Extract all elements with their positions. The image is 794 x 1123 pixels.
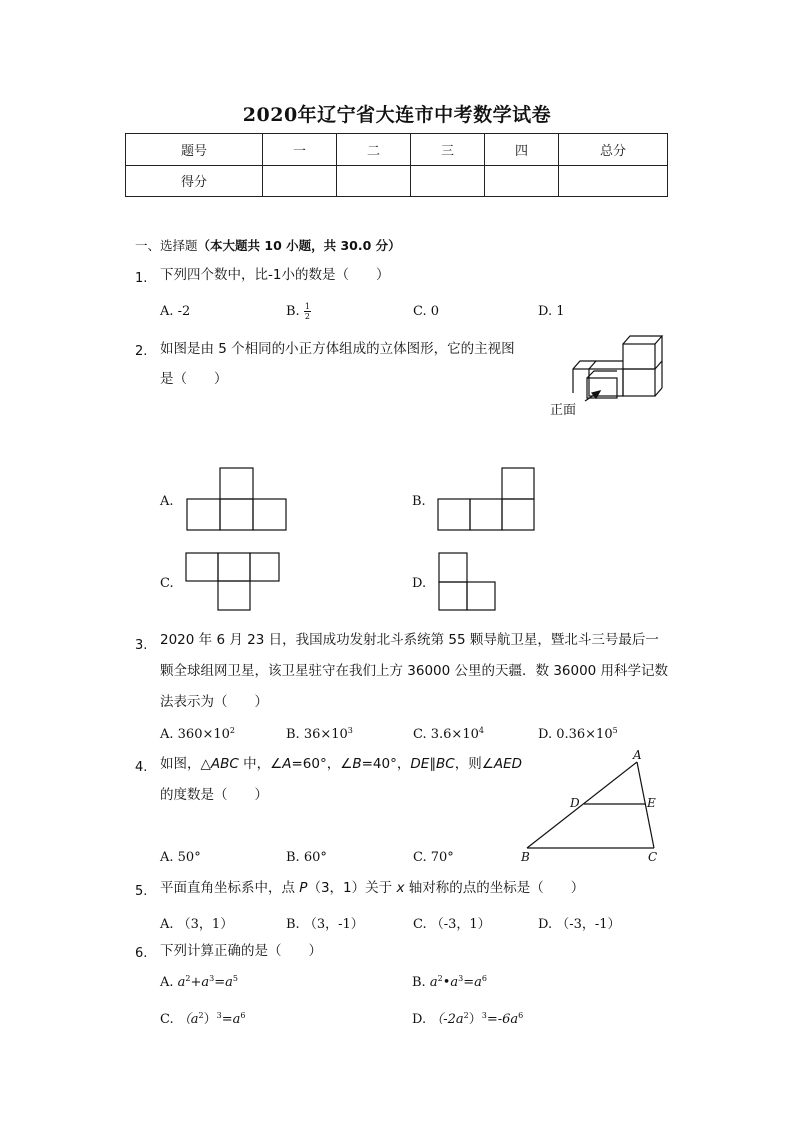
option-a: A. （3，1） — [160, 917, 234, 932]
option-d — [412, 1008, 523, 1027]
text-part: ，则∠ — [454, 756, 494, 772]
math-bc: BC — [436, 756, 455, 772]
option-a — [160, 975, 238, 990]
expr-exponent: 6 — [240, 1011, 246, 1020]
text-part: 中，∠ — [238, 756, 283, 772]
option-d: D. （-3，-1） — [538, 917, 621, 932]
expr-part: ） — [203, 1012, 217, 1027]
option-c: C. — [160, 576, 174, 591]
expr-exponent: 3 — [216, 1011, 222, 1020]
option-c: C. 0 — [413, 304, 440, 319]
question-text: 下列四个数中，比-1小的数是（ ） — [160, 267, 390, 283]
expr-exponent: 6 — [481, 974, 487, 983]
score-header-cell: 题号 — [126, 134, 263, 166]
option-c — [160, 1008, 245, 1027]
option-a-base: A. 360×10 — [160, 727, 230, 742]
vertex-c-label: C — [648, 850, 658, 864]
front-label: 正面 — [550, 403, 577, 418]
question-text-line2: 是（ ） — [160, 371, 228, 387]
fraction-numerator: 1 — [304, 302, 310, 311]
question-number: 1. — [135, 271, 148, 286]
question-text-line1: 2020 年 6 月 23 日，我国成功发射北斗系统第 55 颗导航卫星，暨北斗三号最后一 — [160, 632, 659, 648]
score-header-cell: 二 — [337, 134, 411, 166]
option-a-exponent: 2 — [229, 726, 235, 735]
question-number: 2. — [135, 344, 148, 359]
math-abc: ABC — [210, 756, 239, 772]
question-number: 3. — [135, 638, 148, 653]
math-x: x — [396, 880, 405, 896]
math-b: B — [352, 756, 362, 772]
option-c: C. 70° — [413, 850, 454, 865]
option-prefix: A. — [160, 975, 178, 990]
vertex-e-label: E — [647, 796, 656, 810]
vertex-b-label: B — [521, 850, 530, 864]
expr-exponent: 2 — [463, 1011, 469, 1020]
text-part: （3，1）关于 — [307, 880, 397, 896]
math-p: P — [299, 880, 308, 896]
math-aed: AED — [493, 756, 523, 772]
math-a: A — [282, 756, 292, 772]
score-header-cell: 一 — [263, 134, 337, 166]
expr-exponent: 2 — [198, 1011, 204, 1020]
option-d-base: D. 0.36×10 — [538, 727, 613, 742]
option-b: B. — [412, 494, 426, 509]
expr-part: •a — [442, 975, 459, 990]
option-d-exponent: 5 — [612, 726, 618, 735]
expr-part: =a — [221, 1012, 241, 1027]
expr-part: =a — [463, 975, 482, 990]
text-part: =40°， — [361, 756, 411, 772]
question-text-line2: 颗全球组网卫星，该卫星驻守在我们上方 36000 公里的天疆．数 36000 用科学记数 — [160, 663, 669, 679]
option-prefix: D. — [412, 1012, 431, 1027]
text-part: 如图，△ — [160, 756, 211, 772]
question-text-line2: 的度数是（ ） — [160, 787, 268, 803]
option-b-exponent: 3 — [347, 726, 353, 735]
fraction-denominator: 2 — [304, 312, 310, 321]
expr-exponent: 3 — [209, 974, 215, 983]
option-a: A. -2 — [160, 304, 191, 319]
question-number: 4. — [135, 760, 148, 775]
expr-exponent: 3 — [458, 974, 464, 983]
option-c-base: C. 3.6×10 — [413, 727, 479, 742]
expr-part: ） — [468, 1012, 482, 1027]
option-b: B. 60° — [286, 850, 327, 865]
text-part: =60°，∠ — [291, 756, 353, 772]
option-prefix: B. — [412, 975, 430, 990]
question-text-line1: 如图是由 5 个相同的小正方体组成的立体图形，它的主视图 — [160, 341, 515, 357]
expr-part: a — [429, 975, 438, 990]
page-title: 2020年辽宁省大连市中考数学试卷 — [242, 104, 552, 126]
question-number: 6. — [135, 946, 148, 961]
expr-part: =-6a — [486, 1012, 519, 1027]
section-label: 一、选择题 — [135, 238, 198, 253]
option-b-prefix: B. — [286, 304, 300, 319]
option-b — [412, 975, 487, 990]
expr-part: +a — [190, 975, 210, 990]
option-c-exponent: 4 — [478, 726, 484, 735]
section-note: （本大题共 10 小题，共 30.0 分） — [197, 238, 401, 253]
option-d: D. — [412, 576, 427, 591]
expr-exponent: 6 — [518, 1011, 524, 1020]
score-row-label: 得分 — [126, 165, 263, 197]
math-de: DE — [410, 756, 430, 772]
option-a: A. — [160, 494, 174, 509]
option-c: C. （-3，1） — [413, 917, 491, 932]
option-a: A. 50° — [160, 850, 201, 865]
text-part: ∥ — [429, 756, 437, 772]
question-text: 下列计算正确的是（ ） — [160, 943, 322, 959]
vertex-a-label: A — [633, 748, 642, 762]
question-text-line3: 法表示为（ ） — [160, 694, 268, 710]
expr-exponent: 3 — [481, 1011, 487, 1020]
option-d: D. 1 — [538, 304, 565, 319]
score-header-cell: 三 — [411, 134, 485, 166]
question-text — [160, 872, 584, 904]
option-prefix: C. — [160, 1012, 178, 1027]
score-header-cell: 总分 — [559, 134, 668, 166]
expr-exponent: 2 — [185, 974, 191, 983]
expr-exponent: 5 — [232, 974, 239, 983]
expr-part: （a — [177, 1012, 199, 1027]
text-part: 平面直角坐标系中，点 — [160, 880, 300, 896]
score-header-cell: 四 — [485, 134, 559, 166]
vertex-d-label: D — [570, 796, 580, 810]
option-b: B. （3，-1） — [286, 917, 364, 932]
expr-exponent: 2 — [437, 974, 443, 983]
text-part: 轴对称的点的坐标是（ ） — [404, 880, 585, 896]
expr-part: （-2a — [430, 1012, 464, 1027]
option-b-base: B. 36×10 — [286, 727, 348, 742]
expr-part: =a — [214, 975, 233, 990]
question-number: 5. — [135, 884, 148, 899]
expr-part: a — [177, 975, 186, 990]
